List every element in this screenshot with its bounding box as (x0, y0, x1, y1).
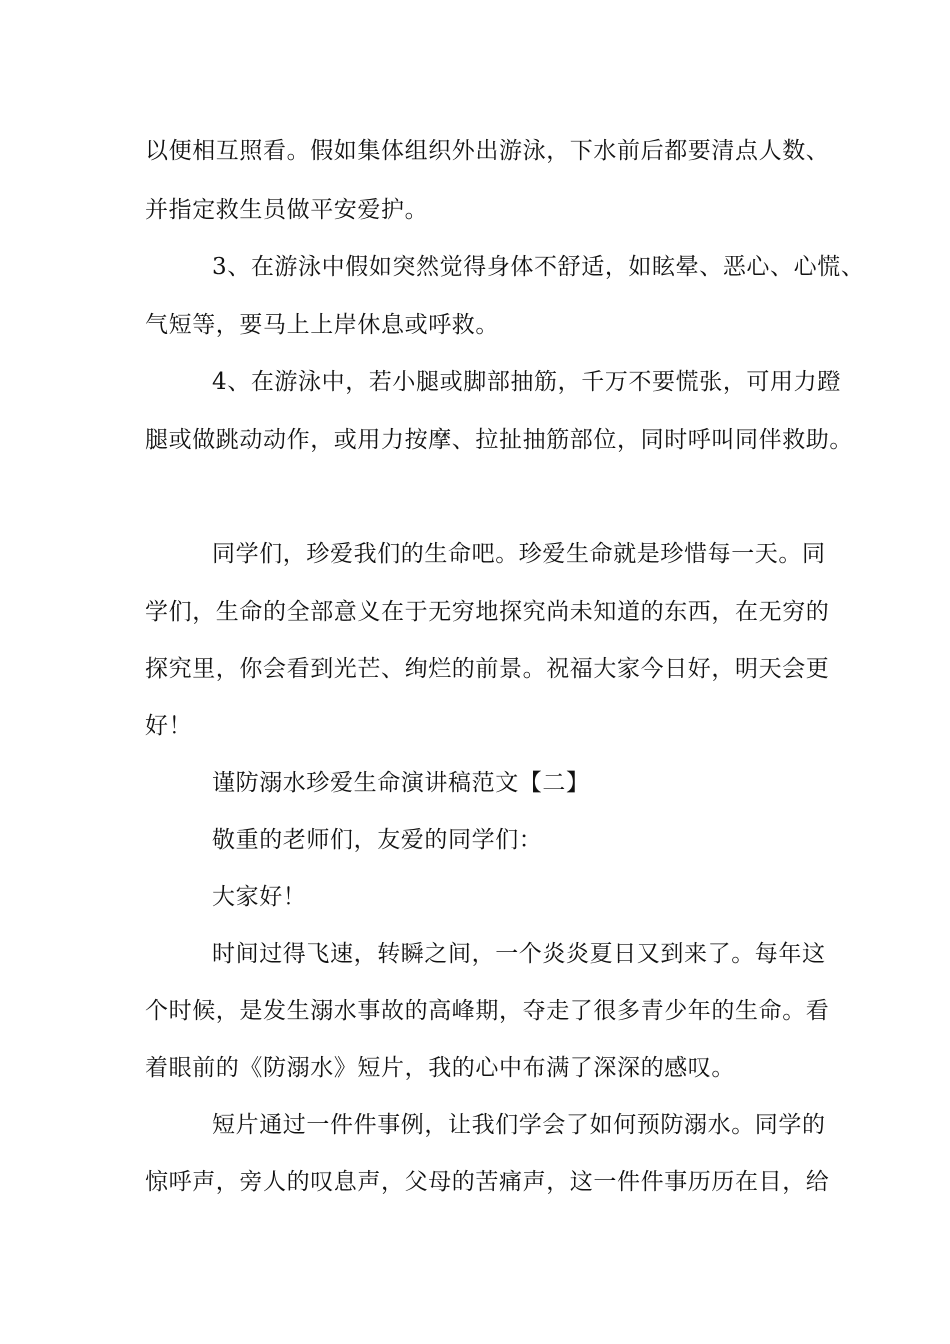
text-line: 着眼前的《防溺水》短片，我的心中布满了深深的感叹。 (145, 1055, 735, 1081)
text-line: 4、在游泳中，若小腿或脚部抽筋，千万不要慌张，可用力蹬 (212, 369, 841, 395)
text-line: 3、在游泳中假如突然觉得身体不舒适，如眩晕、恶心、心慌、 (212, 254, 865, 280)
text-line: 以便相互照看。假如集体组织外出游泳，下水前后都要清点人数、 (145, 138, 830, 164)
text-line: 并指定救生员做平安爱护。 (145, 197, 429, 223)
text-line: 惊呼声，旁人的叹息声，父母的苦痛声，这一件件事历历在目，给 (145, 1169, 830, 1195)
greeting: 大家好！ (212, 884, 307, 910)
text-line: 同学们，珍爱我们的生命吧。珍爱生命就是珍惜每一天。同 (212, 541, 826, 567)
text-line: 好！ (145, 713, 193, 739)
text-line: 探究里，你会看到光芒、绚烂的前景。祝福大家今日好，明天会更 (145, 656, 830, 682)
section-heading: 谨防溺水珍爱生命演讲稿范文【二】 (212, 770, 590, 796)
text-line: 时间过得飞速，转瞬之间，一个炎炎夏日又到来了。每年这 (212, 941, 826, 967)
text-line: 短片通过一件件事例，让我们学会了如何预防溺水。同学的 (212, 1112, 826, 1138)
salutation: 敬重的老师们，友爱的同学们： (212, 827, 543, 853)
text-line: 个时候，是发生溺水事故的高峰期，夺走了很多青少年的生命。看 (145, 998, 830, 1024)
text-line: 腿或做跳动动作，或用力按摩、拉扯抽筋部位，同时呼叫同伴救助。 (145, 427, 853, 453)
text-line: 气短等，要马上上岸休息或呼救。 (145, 312, 499, 338)
text-line: 学们，生命的全部意义在于无穷地探究尚未知道的东西，在无穷的 (145, 599, 830, 625)
